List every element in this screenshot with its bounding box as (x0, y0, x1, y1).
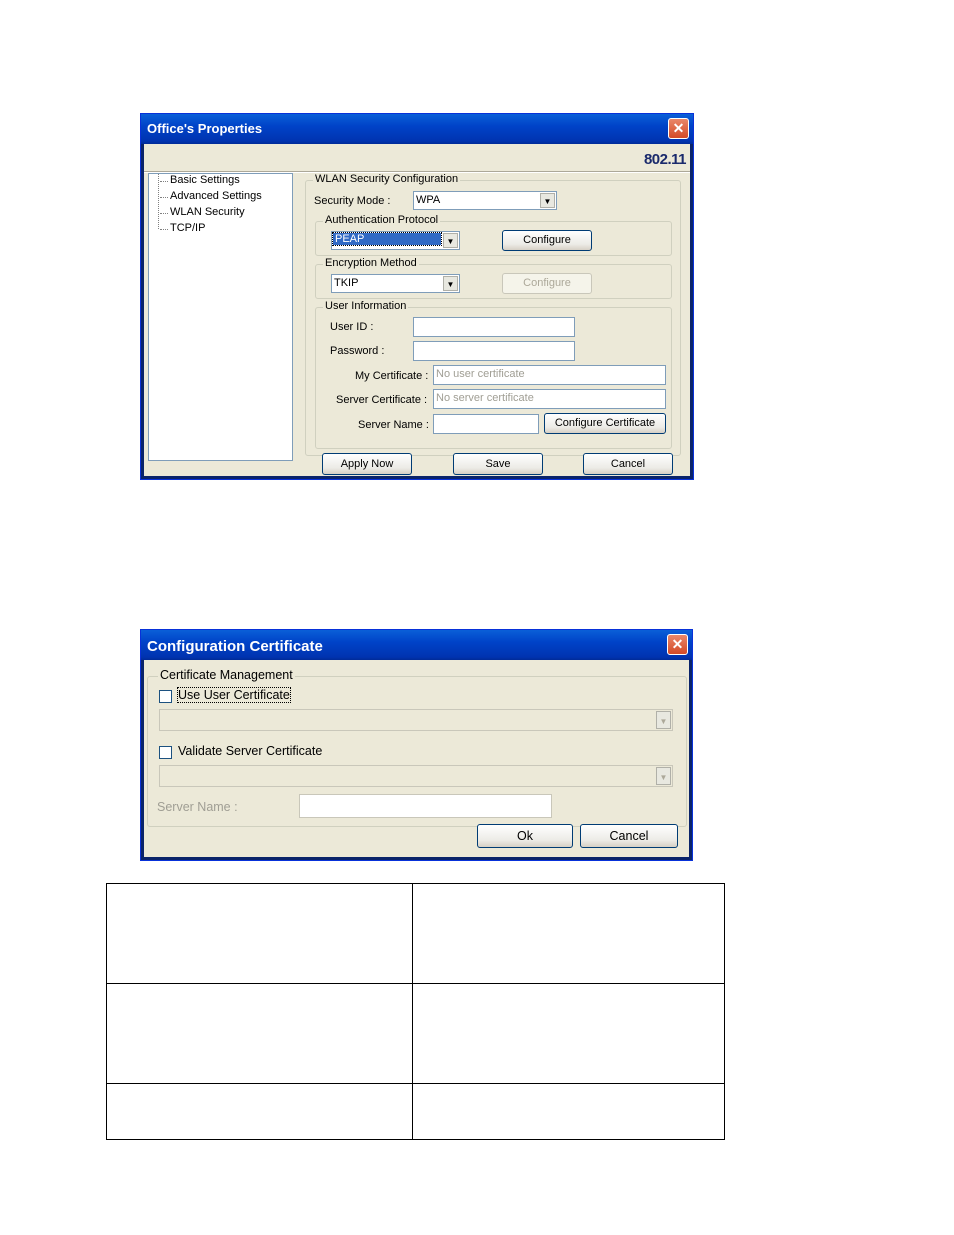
encryption-method-group-title: Encryption Method (325, 257, 417, 269)
my-certificate-label: My Certificate : (355, 370, 429, 382)
server-certificate-label: Server Certificate : (336, 394, 428, 406)
close-icon[interactable]: ✕ (668, 118, 689, 139)
server-name-label: Server Name : (157, 800, 238, 814)
server-certificate-field: No server certificate (433, 389, 666, 409)
table-cell (413, 1084, 725, 1140)
dialog-body (144, 660, 689, 857)
window-title: Configuration Certificate (147, 638, 323, 655)
tree-item-basic-settings[interactable]: Basic Settings (170, 174, 240, 186)
table-row (107, 1084, 725, 1140)
configure-certificate-button[interactable]: Configure Certificate (544, 413, 666, 434)
use-user-certificate-checkbox[interactable] (159, 690, 172, 703)
enc-configure-button[interactable]: Configure (502, 273, 592, 294)
cancel-button[interactable]: Cancel (583, 453, 673, 475)
user-certificate-select[interactable] (159, 709, 673, 731)
certificate-management-group-title: Certificate Management (160, 668, 293, 682)
table-cell (107, 884, 413, 984)
configuration-certificate-window (140, 629, 693, 861)
encryption-method-value: TKIP (334, 277, 359, 289)
settings-tree (148, 173, 293, 461)
auth-configure-button[interactable]: Configure (502, 230, 592, 251)
table-cell (413, 884, 725, 984)
title-bar[interactable] (141, 114, 693, 144)
server-name-field[interactable] (299, 794, 552, 818)
tree-item-advanced-settings[interactable]: Advanced Settings (170, 190, 262, 202)
chevron-down-icon[interactable]: ▼ (540, 193, 555, 208)
password-field[interactable] (413, 341, 575, 361)
brand-label: 802.11 (643, 151, 686, 168)
auth-protocol-value: PEAP (333, 233, 441, 245)
user-information-group-title: User Information (325, 300, 407, 312)
auth-protocol-select[interactable] (331, 231, 460, 250)
table-row (107, 984, 725, 1084)
dialog-body (144, 144, 690, 476)
save-button[interactable]: Save (453, 453, 543, 475)
window-title: Office's Properties (147, 121, 263, 136)
table-row (107, 884, 725, 984)
server-name-label: Server Name : (358, 419, 429, 431)
ok-button[interactable]: Ok (477, 824, 573, 848)
tree-item-wlan-security[interactable]: WLAN Security (170, 206, 245, 218)
encryption-method-select[interactable] (331, 274, 460, 293)
server-name-field[interactable] (433, 414, 539, 434)
table-cell (107, 1084, 413, 1140)
cancel-button[interactable]: Cancel (580, 824, 678, 848)
user-id-label: User ID : (330, 321, 374, 333)
office-properties-window (140, 113, 694, 480)
password-label: Password : (330, 345, 385, 357)
security-mode-value: WPA (416, 194, 441, 206)
validate-server-certificate-checkbox[interactable] (159, 746, 172, 759)
use-user-certificate-label[interactable]: Use User Certificate (178, 688, 290, 702)
title-bar[interactable] (141, 630, 692, 660)
chevron-down-icon[interactable]: ▼ (656, 767, 671, 785)
chevron-down-icon[interactable]: ▼ (443, 276, 458, 291)
tree-item-tcpip[interactable]: TCP/IP (170, 222, 206, 234)
my-certificate-field: No user certificate (433, 365, 666, 385)
chevron-down-icon[interactable]: ▼ (656, 711, 671, 729)
chevron-down-icon[interactable]: ▼ (443, 233, 458, 248)
wlan-security-group-title: WLAN Security Configuration (315, 173, 459, 185)
apply-now-button[interactable]: Apply Now (322, 453, 412, 475)
document-table (106, 883, 725, 1140)
server-certificate-select[interactable] (159, 765, 673, 787)
user-id-field[interactable] (413, 317, 575, 337)
table-cell (107, 984, 413, 1084)
security-mode-select[interactable] (413, 191, 557, 210)
validate-server-certificate-label[interactable]: Validate Server Certificate (178, 744, 323, 758)
close-icon[interactable]: ✕ (667, 634, 688, 655)
table-cell (413, 984, 725, 1084)
auth-protocol-group-title: Authentication Protocol (325, 214, 439, 226)
security-mode-label: Security Mode : (314, 195, 391, 207)
